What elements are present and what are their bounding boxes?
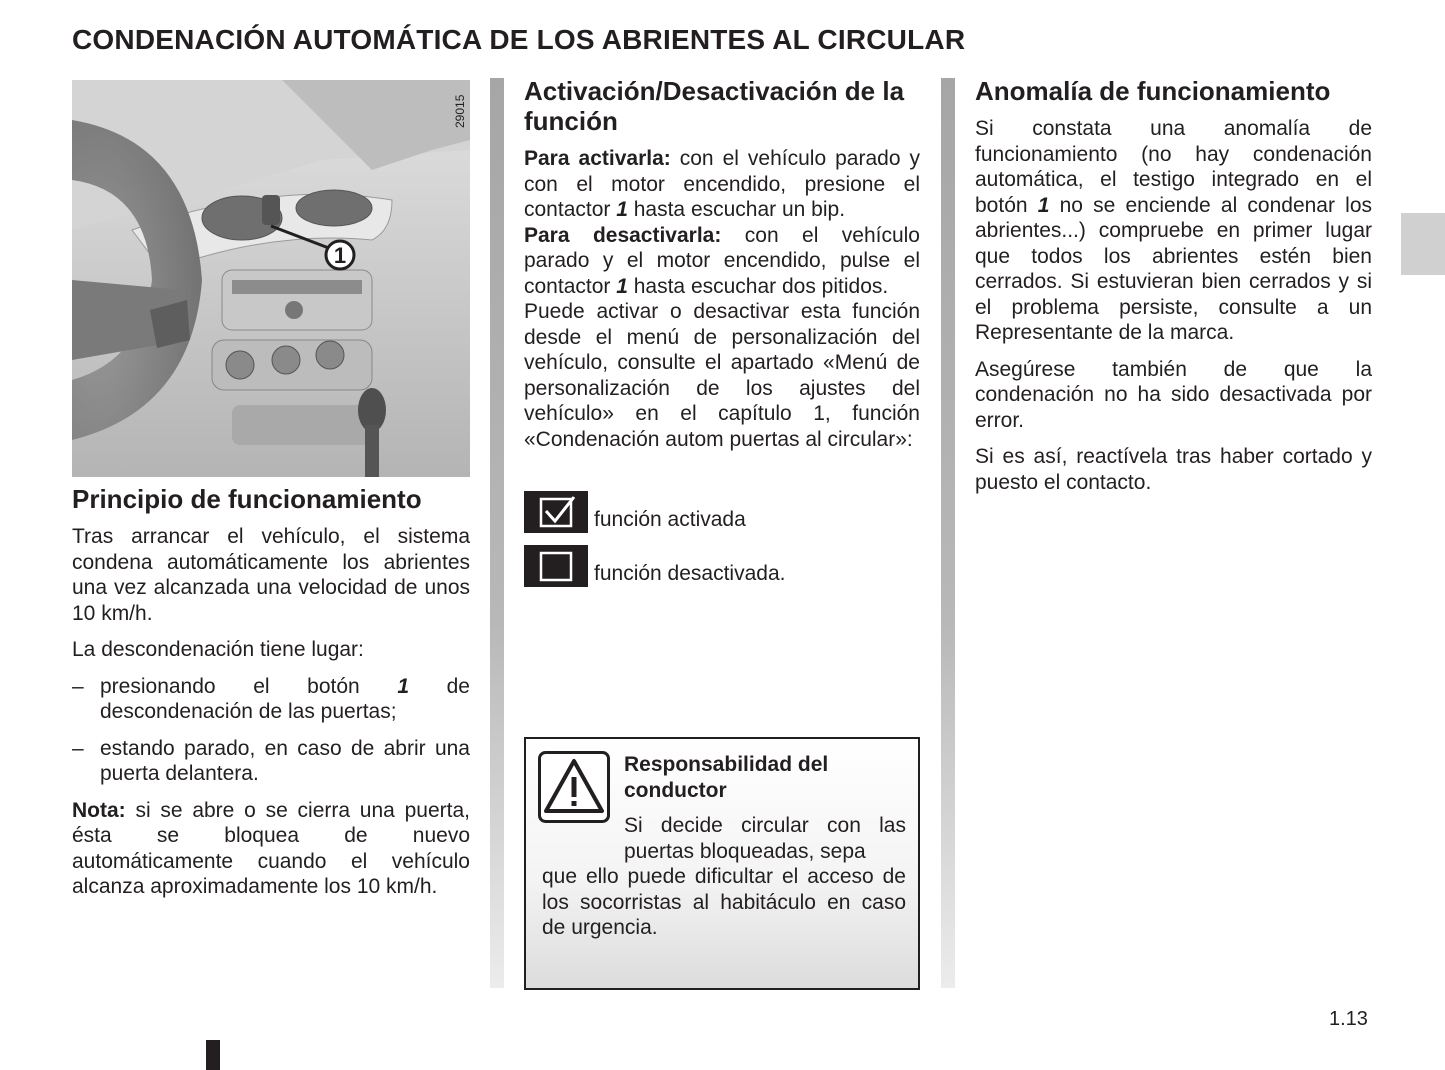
button-ref: 1 <box>1037 193 1050 217</box>
legend-deactivated-label: función desactivada. <box>594 562 786 585</box>
unlock-intro: La descondenación tiene lugar: <box>72 638 364 661</box>
figure-ref-code: 29015 <box>453 94 467 128</box>
deactivate-label: Para desactivarla: <box>524 223 722 247</box>
dashboard-photo <box>72 80 470 477</box>
activate-paragraph: Para activarla: con el vehículo parado y con el motor encendido, presione el contactor 1 hasta escuchar un bip. <box>524 147 920 221</box>
list-item: – presionando el botón 1 de descondenación de las puertas; <box>72 674 470 723</box>
anomaly-heading: Anomalía de funcionamiento <box>975 76 1331 106</box>
list-dash: – <box>72 674 84 698</box>
activation-heading: Activación/Desactivación de la función <box>524 76 905 136</box>
chapter-tab <box>1401 213 1445 275</box>
principle-paragraph: Tras arrancar el vehículo, el sistema condena automáticamente los abrientes una vez alcanzada una velocidad de unos 10 km/h. <box>72 525 470 625</box>
anomaly-check-paragraph: Asegúrese también de que la condenación no ha sido desactivada por error. <box>975 357 1372 432</box>
principle-section <box>72 484 470 900</box>
activation-section <box>524 76 920 452</box>
note-label: Nota: <box>72 798 126 822</box>
legend-activated-label: función activada <box>594 508 746 531</box>
page-number: 1.13 <box>1329 1008 1368 1030</box>
activate-label: Para activarla: <box>524 147 671 170</box>
figure-callout: 1 <box>333 243 347 268</box>
list-item: – estando parado, en caso de abrir una puerta delantera. <box>72 736 470 785</box>
anomaly-paragraph: Si constata una anomalía de funcionamiento (no hay condenación automática, el testigo integrado en el botón 1 no se enciende al condenar los abrientes...) compruebe en primer lugar que todos los abrientes estén bien cerrados. Si estuvieran bien cerrados y si el problema persiste, consulte a un Representante de la marca. <box>975 117 1373 344</box>
print-mark <box>206 1040 220 1070</box>
unchecked-box-icon <box>524 545 588 587</box>
checked-box-icon <box>524 491 588 533</box>
button-ref: 1 <box>616 274 628 298</box>
deactivate-paragraph: Para desactivarla: con el vehículo parado y el motor encendido, pulse el contactor 1 hasta escuchar dos pitidos. <box>524 223 920 298</box>
anomaly-section <box>975 76 1372 495</box>
list-dash: – <box>72 736 84 760</box>
button-ref: 1 <box>616 198 628 221</box>
warning-box <box>524 737 920 990</box>
menu-paragraph: Puede activar o desactivar esta función desde el menú de personalización del vehículo, consulte el apartado «Menú de personalización de los ajustes del vehículo» en el capítulo 1, función «Condenación autom puertas al circular»: <box>524 300 920 451</box>
warning-title: Responsabilidad del conductor <box>624 753 829 802</box>
page-title: CONDENACIÓN AUTOMÁTICA DE LOS ABRIENTES AL CIRCULAR <box>72 24 966 55</box>
principle-heading: Principio de funcionamiento <box>72 484 422 514</box>
button-ref: 1 <box>397 674 410 698</box>
anomaly-reactivate-paragraph: Si es así, reactívela tras haber cortado y puesto el contacto. <box>975 445 1372 494</box>
column-divider <box>941 78 955 988</box>
warning-body: Si decide circular con las puertas bloqueadas, sepa que ello puede dificultar el acceso de los socorristas al habitáculo en caso de urgencia. <box>542 814 906 939</box>
column-divider <box>490 78 504 988</box>
note-paragraph: Nota: si se abre o se cierra una puerta, ésta se bloquea de nuevo automáticamente cuando el vehículo alcanza aproximadamente los 10 km/h. <box>72 798 470 898</box>
